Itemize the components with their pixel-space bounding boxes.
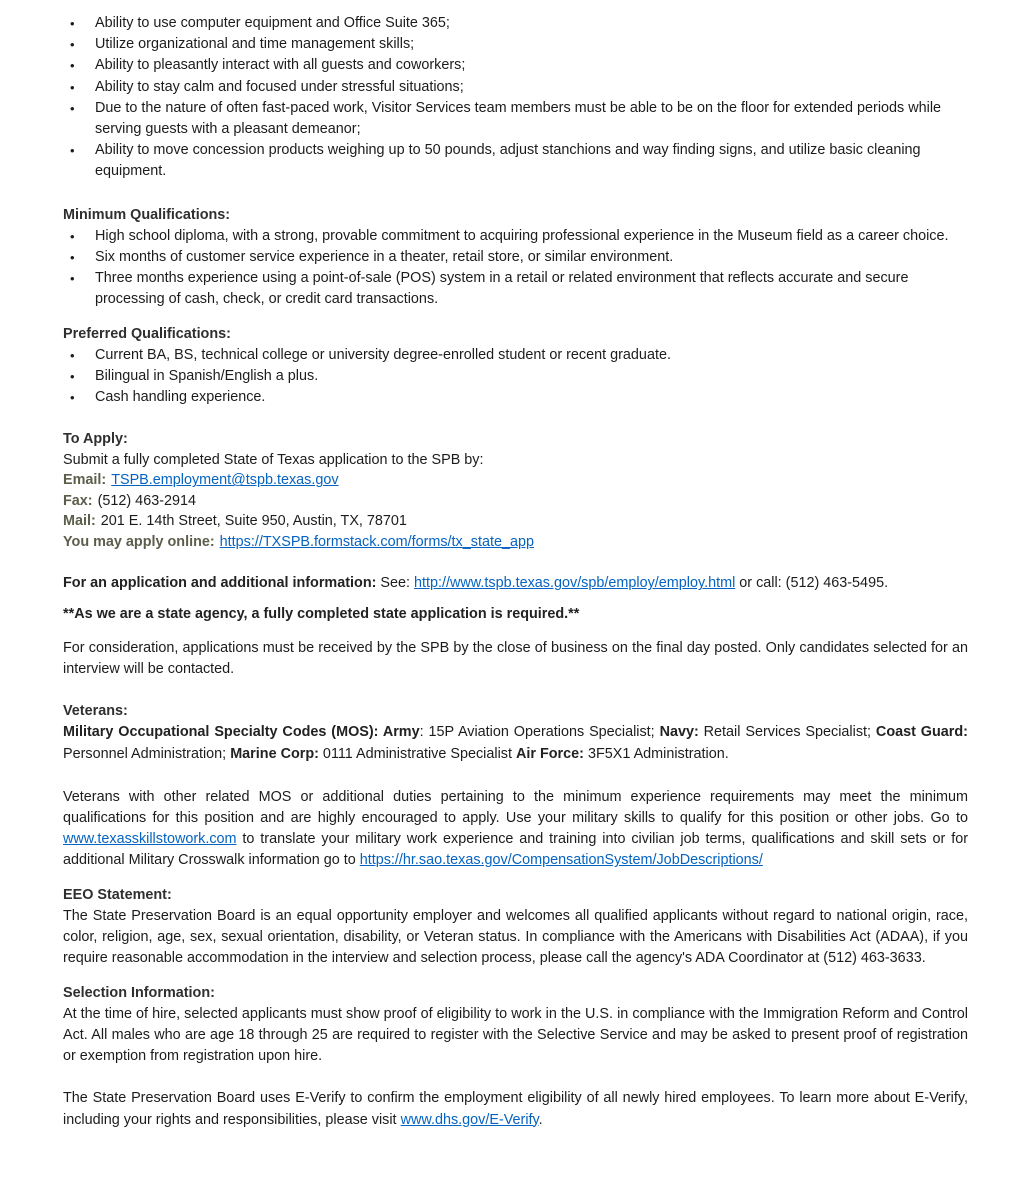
- text-segment: to translate your military work experience and training into civilian job terms, qualifications and skill sets or for additional Military Crosswalk information go to: [63, 831, 968, 869]
- text-segment: or call: (512) 463-5495.: [735, 575, 889, 592]
- hyperlink[interactable]: https://hr.sao.texas.gov/CompensationSystem/JobDescriptions/: [359, 852, 763, 869]
- list-item: • High school diploma, with a strong, provable commitment to acquiring professional experience in the Museum field as a career choice.: [63, 226, 968, 247]
- text-segment: 3F5X1 Administration.: [583, 745, 729, 762]
- apply-online-line: [63, 532, 968, 553]
- hyperlink[interactable]: http://www.tspb.texas.gov/spb/employ/employ.html: [414, 575, 736, 592]
- list-item: • Cash handling experience.: [63, 387, 968, 408]
- text-segment: Personnel Administration;: [63, 745, 231, 762]
- fax-label: Fax:: [63, 492, 93, 509]
- to-apply-heading: To Apply:: [63, 431, 128, 448]
- application-info-line: [63, 573, 968, 594]
- state-agency-note: **As we are a state agency, a fully completed state application is required.**: [63, 605, 580, 622]
- skills-bullet-list: [63, 13, 968, 183]
- list-item: • Three months experience using a point-of-sale (POS) system in a retail or related environment that reflects accurate and secure processing of cash, check, or credit card transactions.: [63, 268, 968, 310]
- text-segment: Retail Services Specialist;: [698, 724, 876, 741]
- mail-value: 201 E. 14th Street, Suite 950, Austin, TX, 78701: [100, 513, 407, 530]
- fax-value: (512) 463-2914: [97, 492, 197, 509]
- text-segment: Military Occupational Specialty Codes (MOS): Army: [63, 724, 420, 741]
- hyperlink[interactable]: www.texasskillstowork.com: [63, 831, 237, 848]
- consideration-paragraph: For consideration, applications must be received by the SPB by the close of business on the final day posted. Only candidates selected for an interview will be contacted.: [63, 639, 968, 678]
- eeo-statement-heading: EEO Statement:: [63, 886, 172, 903]
- list-item: • Utilize organizational and time management skills;: [63, 34, 968, 55]
- text-segment: The State Preservation Board uses E-Verify to confirm the employment eligibility of all newly hired employees. To learn more about E-Verify, including your rights and responsibilities, please visit: [63, 1090, 968, 1128]
- apply-fax-line: [63, 491, 968, 512]
- selection-information-body: At the time of hire, selected applicants must show proof of eligibility to work in the U.S. in compliance with the Immigration Reform and Control Act. All males who are age 18 through 25 are required to register with the Selective Service and may be asked to present proof of registration or exemption from registration upon hire.: [63, 1005, 968, 1065]
- text-segment: See:: [376, 575, 415, 592]
- text-segment: Veterans with other related MOS or additional duties pertaining to the minimum experience requirements may meet the minimum qualifications for this position and are highly encouraged to apply. Use your military skills to qualify for this position or other jobs. Go to: [63, 788, 968, 827]
- email-link[interactable]: TSPB.employment@tspb.texas.gov: [111, 472, 339, 489]
- text-segment: .: [538, 1111, 543, 1128]
- list-item: • Ability to use computer equipment and Office Suite 365;: [63, 13, 968, 34]
- text-segment: 0111 Administrative Specialist: [318, 745, 516, 762]
- list-item: • Ability to stay calm and focused under stressful situations;: [63, 77, 968, 98]
- to-apply-intro: Submit a fully completed State of Texas application to the SPB by:: [63, 451, 484, 468]
- preferred-qualifications-heading: Preferred Qualifications:: [63, 325, 231, 342]
- text-segment: : 15P Aviation Operations Specialist;: [419, 724, 660, 741]
- minimum-qualifications-list: [63, 226, 968, 311]
- list-item: • Six months of customer service experience in a theater, retail store, or similar environment.: [63, 247, 968, 268]
- preferred-qualifications-list: [63, 345, 968, 409]
- apply-mail-line: [63, 511, 968, 532]
- list-item: • Bilingual in Spanish/English a plus.: [63, 366, 968, 387]
- text-segment: Coast Guard:: [875, 724, 968, 741]
- text-segment: Navy:: [659, 724, 699, 741]
- mos-codes-paragraph: [63, 722, 968, 764]
- list-item: • Due to the nature of often fast-paced work, Visitor Services team members must be able to be on the floor for extended periods while serving guests with a pleasant demeanor;: [63, 98, 968, 140]
- list-item: • Ability to pleasantly interact with all guests and coworkers;: [63, 55, 968, 76]
- veterans-heading: Veterans:: [63, 703, 128, 720]
- selection-information-heading: Selection Information:: [63, 984, 215, 1001]
- veterans-info-paragraph: [63, 787, 968, 872]
- hyperlink[interactable]: www.dhs.gov/E-Verify: [400, 1111, 539, 1128]
- apply-online-link[interactable]: https://TXSPB.formstack.com/forms/tx_state_app: [219, 533, 534, 550]
- apply-email-line: [63, 470, 968, 491]
- email-label: Email:: [63, 472, 107, 489]
- mail-label: Mail:: [63, 513, 96, 530]
- list-item: • Current BA, BS, technical college or university degree-enrolled student or recent graduate.: [63, 345, 968, 366]
- text-segment: Marine Corp:: [230, 745, 319, 762]
- eeo-statement-body: The State Preservation Board is an equal opportunity employer and welcomes all qualified applicants without regard to national origin, race, color, religion, age, sex, sexual orientation, disability, or Veteran status. In compliance with the Americans with Disabilities Act (ADAA), if you require reasonable accommodation in the interview and selection process, please call the agency's ADA Coordinator at (512) 463-3633.: [63, 907, 968, 967]
- everify-paragraph: [63, 1088, 968, 1130]
- text-segment: For an application and additional information:: [63, 575, 377, 592]
- list-item: • Ability to move concession products weighing up to 50 pounds, adjust stanchions and way finding signs, and utilize basic cleaning equipment.: [63, 140, 968, 182]
- minimum-qualifications-heading: Minimum Qualifications:: [63, 206, 231, 223]
- apply-online-label: You may apply online:: [63, 533, 215, 550]
- text-segment: Air Force:: [515, 745, 584, 762]
